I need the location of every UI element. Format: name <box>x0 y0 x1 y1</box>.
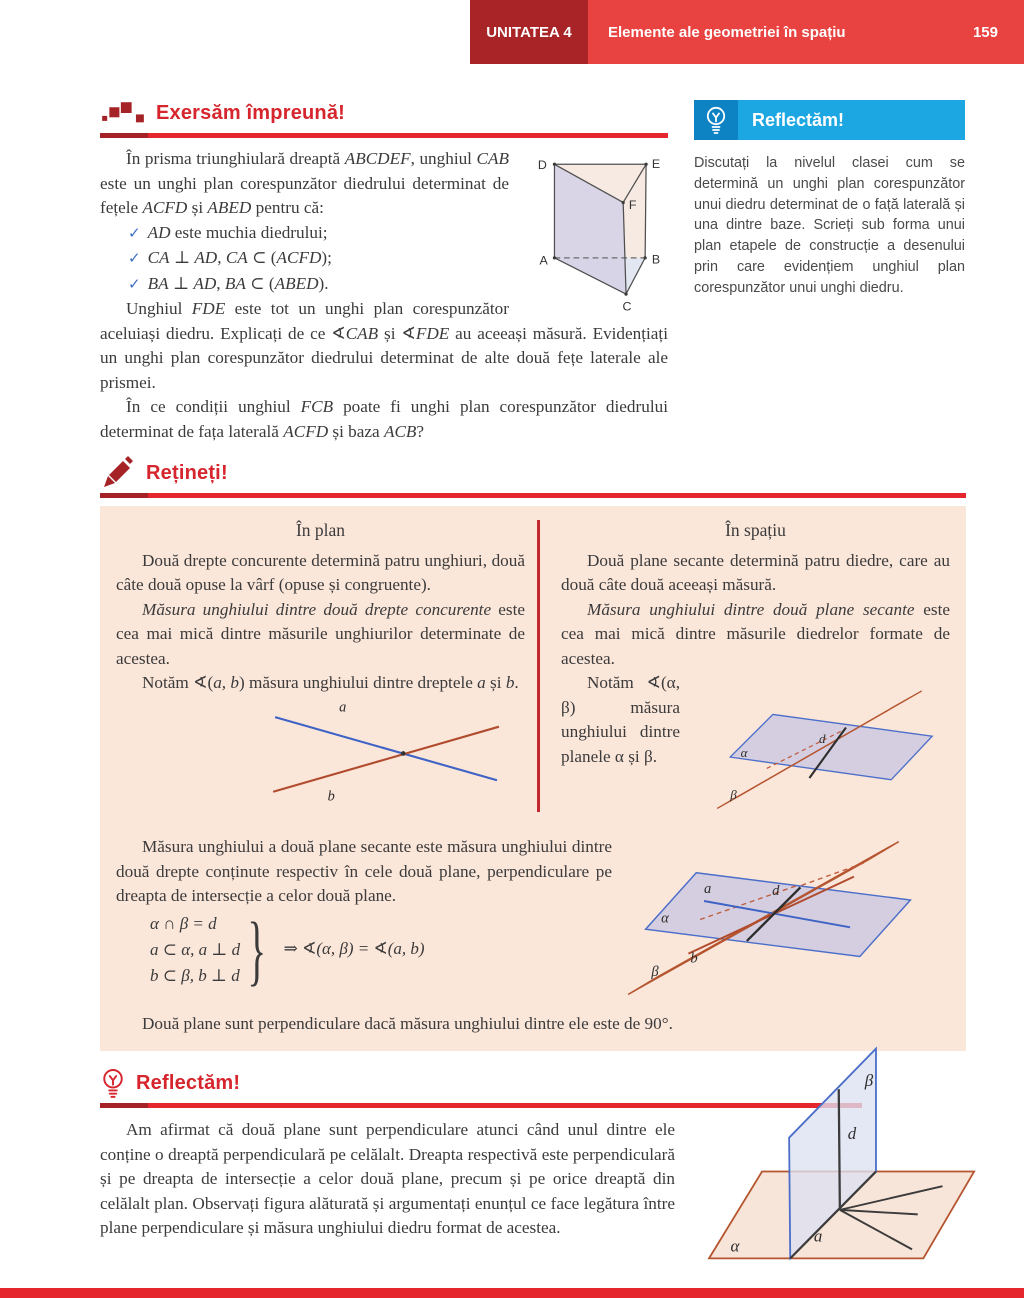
sidebar-title: Reflectăm! <box>738 100 965 140</box>
bullet-text: AD este muchia diedrului; <box>147 222 328 242</box>
line-b-label: b <box>327 787 335 804</box>
vertex-label-d: D <box>537 158 547 173</box>
column-divider <box>537 520 540 812</box>
paragraph: Am afirmat că două plane sunt perpendiculare atunci când unul dintre ele conține o dreaptă perpendiculară pe celălalt. Dreapta respectivă este perpendiculară și pe dreapta de intersecție a celor două plane, precum și pe orice dreaptă din celălalt plan. Observați figura alăturată și argumentați enunțul ce face legătura între plane perpendiculare și măsura unghiului diedru format de acestea. <box>100 1120 675 1237</box>
formula-line: α ∩ β = d <box>150 913 217 933</box>
formula-line: a ⊂ α, a ⊥ d <box>150 939 241 959</box>
section-title: Rețineți! <box>146 461 228 484</box>
paragraph: Măsura unghiului dintre două plane secante este cea mai mică dintre măsurile diedrelor formate de acestea. <box>561 599 950 668</box>
section-header <box>100 96 668 130</box>
footer-bar <box>0 1288 1024 1298</box>
check-icon: ✓ <box>128 225 141 242</box>
section-retineti <box>100 456 966 1051</box>
squares-icon <box>100 102 146 124</box>
formula-line: b ⊂ β, b ⊥ d <box>150 965 240 985</box>
section-title: Reflectăm! <box>136 1071 241 1094</box>
sidebar-body: Discutați la nivelul clasei cum se determină un unghi plan corespunzător unui diedru determinat de o față laterală și una dintre baze. Scrieți sub forma unui plan etapele de construcție a desenului prin care evidențiem unghiul plan corespunzător unui unghi diedru. <box>694 155 965 296</box>
section-rule <box>100 133 668 138</box>
retineti-box <box>100 506 966 1051</box>
column-heading: În spațiu <box>725 520 786 540</box>
formula-result: ⇒ ∢(α, β) = ∢(a, b) <box>283 939 425 959</box>
section-header <box>100 1066 675 1100</box>
line-d-label: d <box>847 1123 857 1143</box>
line-a-label: a <box>813 1226 823 1246</box>
vertex-label-f: F <box>628 198 637 213</box>
vertex-label-a: A <box>539 253 548 268</box>
vertex-label-b: B <box>651 252 661 267</box>
plane-alpha-label: α <box>740 745 748 761</box>
column-in-spatiu <box>539 516 950 825</box>
perpendicular-planes-figure <box>700 1044 982 1281</box>
paragraph: În prisma triunghiulară dreaptă ABCDEF, unghiul CAB este un unghi plan corespunzător diedrului determinat de fețele ACFD și ABED pentru că: <box>100 149 509 217</box>
retineti-bottom <box>116 835 950 1012</box>
column-in-plan <box>116 516 539 825</box>
line-a-label: a <box>704 881 712 898</box>
sidebar-reflect <box>694 100 965 299</box>
check-icon: ✓ <box>128 276 141 293</box>
bullet-text: CA ⊥ AD, CA ⊂ (ACFD); <box>147 248 332 267</box>
sidebar-header <box>694 100 965 140</box>
chapter-bar <box>588 0 1024 64</box>
plane-beta-label: β <box>864 1070 874 1090</box>
page-header <box>470 0 1024 64</box>
paragraph: În ce condiții unghiul FCB poate fi unghi plan corespunzător diedrului determinat de fața laterală ACFD și baza ACB? <box>100 397 668 441</box>
section-reflect-bottom <box>100 1066 675 1241</box>
paragraph: Măsura unghiului a două plane secante este măsura unghiului dintre două drepte conținute respectiv în cele două plane, perpendiculare pe dreapta de intersecție a celor două plane. <box>116 837 612 905</box>
unit-label: UNITATEA 4 <box>470 0 588 64</box>
paragraph: Două drepte concurente determină patru unghiuri, două câte două opuse la vârf (opuse și congruente). <box>116 550 525 594</box>
chapter-title: Elemente ale geometriei în spațiu <box>608 23 846 41</box>
formula-lines <box>150 911 240 989</box>
lightbulb-icon <box>694 100 738 140</box>
page-number: 159 <box>972 23 998 41</box>
paragraph: Notăm ∢(α, β) măsura unghiului dintre planele α și β. <box>561 673 680 766</box>
line-a-label: a <box>339 698 347 715</box>
plane-alpha-label: α <box>661 910 669 927</box>
intersecting-planes-figure <box>688 677 950 825</box>
bullet-text: BA ⊥ AD, BA ⊂ (ABED). <box>147 273 329 293</box>
line-b-label: b <box>690 950 698 967</box>
paragraph: Două plane secante determină patru diedre, care au două câte două aceeași măsură. <box>561 550 950 594</box>
section-title: Exersăm împreună! <box>156 101 346 124</box>
vertex-label-e: E <box>651 157 661 172</box>
retineti-bottom-text <box>116 835 612 1012</box>
section-exersam <box>100 96 668 444</box>
plane-beta-label: β <box>651 963 659 980</box>
paragraph: Unghiul FDE este tot un unghi plan corespunzător aceluiași diedru. Explicați de ce ∢CAB și ∢FDE au aceeași măsură. Evidențiați un unghi plan corespunzător diedrului determinat de alte două fețe laterale ale prismei. <box>100 299 668 392</box>
brace: } <box>247 905 267 993</box>
retineti-columns <box>116 516 950 825</box>
paragraph: Măsura unghiului dintre două drepte concurente este cea mai mică dintre măsurile unghiurilor determinate de acestea. <box>116 599 525 668</box>
line-d-label: d <box>819 731 826 747</box>
paragraph: Două plane sunt perpendiculare dacă măsura unghiului dintre ele este de 90°. <box>142 1014 673 1033</box>
reflect-bottom-body <box>100 1118 675 1241</box>
column-heading: În plan <box>295 520 346 540</box>
prism-figure <box>523 149 668 317</box>
section-header <box>100 456 966 490</box>
section-rule <box>100 493 966 498</box>
exersam-body <box>100 147 668 444</box>
lightbulb-icon <box>100 1067 126 1099</box>
pencil-icon <box>100 455 136 491</box>
formula-block <box>150 905 612 993</box>
plane-beta-label: β <box>730 786 737 802</box>
line-d-label: d <box>772 883 780 900</box>
vertex-label-c: C <box>622 299 632 314</box>
plane-alpha-label: α <box>730 1236 740 1256</box>
planes-with-lines-figure <box>618 827 940 1012</box>
check-icon: ✓ <box>128 251 141 267</box>
crossing-lines-figure <box>267 698 507 808</box>
paragraph: Notăm ∢(a, b) măsura unghiului dintre dreptele a și b. <box>142 673 519 692</box>
